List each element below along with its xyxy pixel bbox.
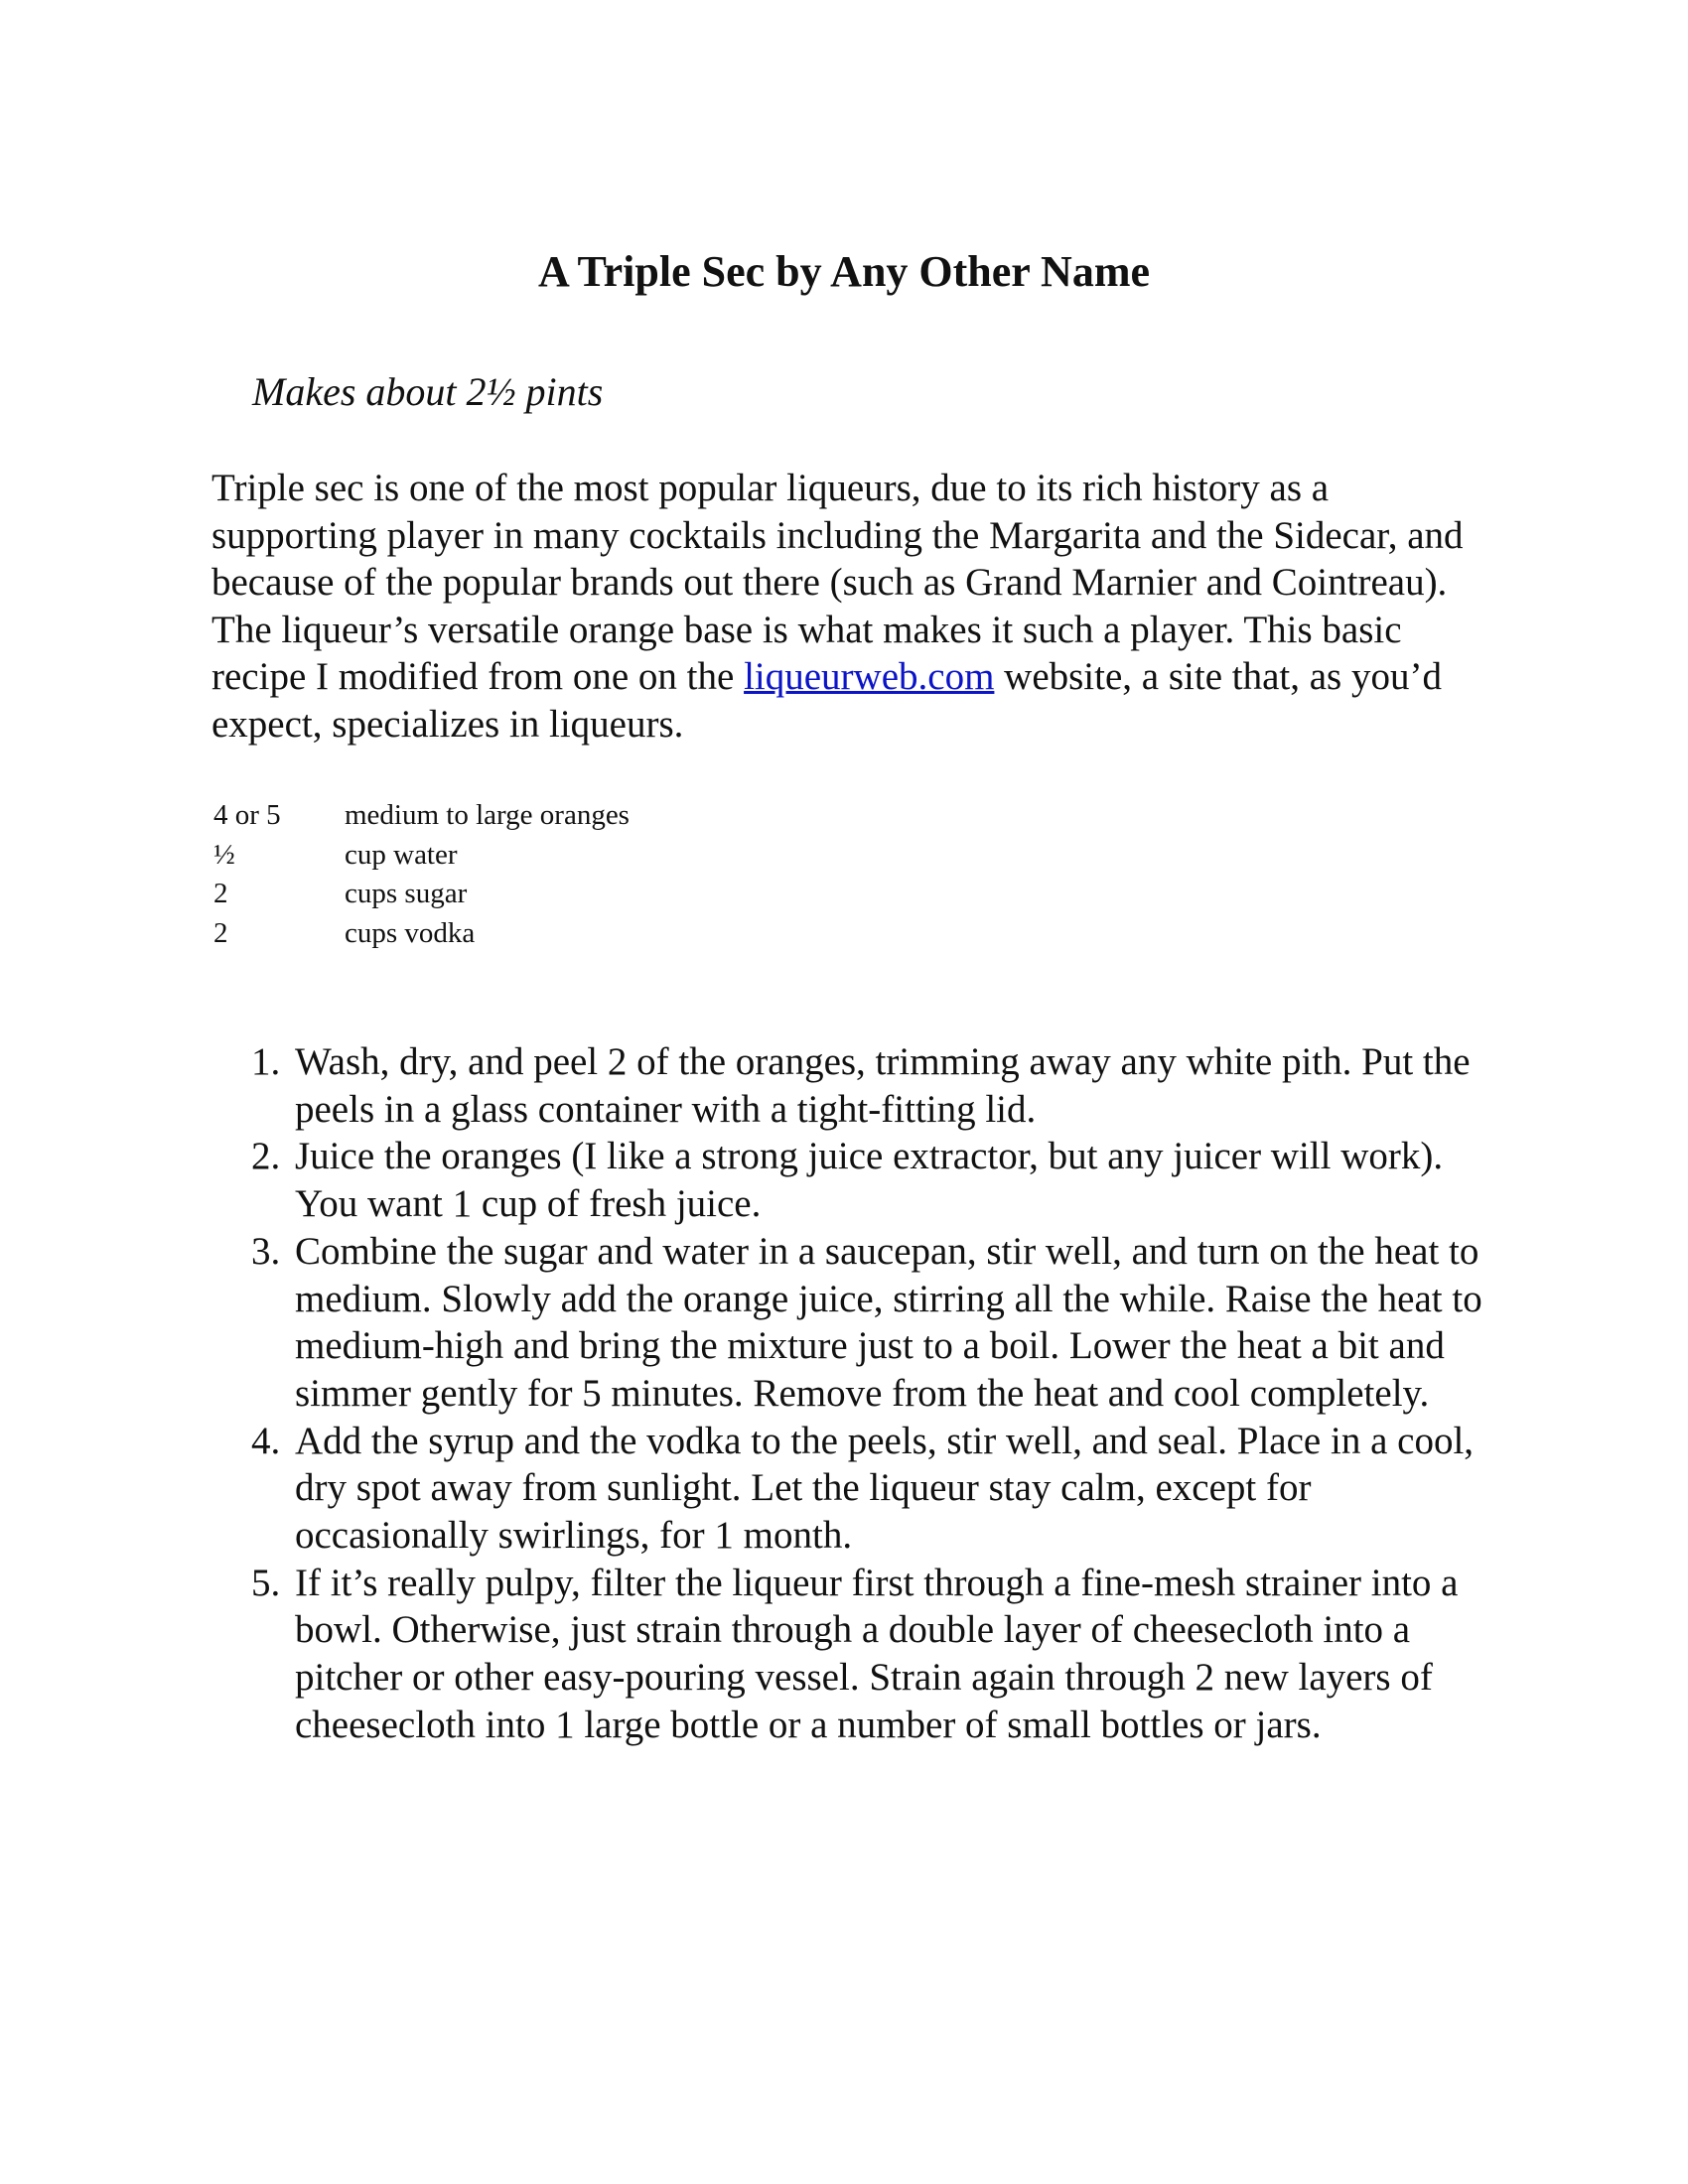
ingredient-list (213, 796, 630, 954)
recipe-title: A Triple Sec by Any Other Name (538, 247, 1150, 296)
ingredient-row (213, 875, 630, 914)
instruction-step (251, 1133, 1502, 1227)
ingredient-row (213, 836, 630, 876)
step-number: 3. (251, 1229, 281, 1273)
step-number: 4. (251, 1419, 281, 1462)
step-text: Juice the oranges (I like a strong juice extractor, but any juicer will work). You want 1 cup of fresh juice. (295, 1135, 1444, 1226)
step-number: 5. (251, 1561, 281, 1604)
ingredient-quantity: 2 (213, 878, 228, 910)
step-text: If it’s really pulpy, filter the liqueur first through a fine-mesh strainer into a bowl. Otherwise, just strain through a double layer of cheesecloth into a pitcher or other easy-pouring vessel. Strain again through 2 new layers of cheesecloth into 1 large bottle or a number of small bottles or jars. (295, 1561, 1459, 1746)
ingredient-quantity: 4 or 5 (213, 799, 281, 831)
ingredient-row (213, 914, 630, 954)
step-text: Combine the sugar and water in a saucepan, stir well, and turn on the heat to medium. Slowly add the orange juice, stirring all the while. Raise the heat to medium-high and bring the mixture just to a boil. Lower the heat a bit and simmer gently for 5 minutes. Remove from the heat and cool completely. (295, 1229, 1482, 1415)
step-number: 1. (251, 1040, 281, 1083)
instruction-step (251, 1418, 1502, 1560)
ingredient-quantity: ½ (213, 838, 235, 871)
ingredient-name: cups sugar (345, 878, 468, 910)
ingredient-name: medium to large oranges (345, 799, 630, 831)
intro-text-before-link: Triple sec is one of the most popular liqueurs, due to its rich history as a supporting player in many cocktails including the Margarita and the Sidecar, and because of the popular brands out there (such as Grand Marnier and Cointreau). The liqueur’s versatile orange base is what makes it such a player. This basic recipe I modified from one on the (211, 467, 1464, 699)
step-number: 2. (251, 1135, 281, 1178)
intro-text-after-link: website, a site that, as you’d expect, specializes in liqueurs. (211, 655, 1442, 746)
ingredient-name: cups vodka (345, 917, 476, 950)
ingredient-row (213, 796, 630, 836)
step-text: Wash, dry, and peel 2 of the oranges, trimming away any white pith. Put the peels in a glass container with a tight-fitting lid. (295, 1040, 1471, 1131)
instruction-step (251, 1038, 1502, 1133)
intro-paragraph (211, 465, 1502, 749)
step-text: Add the syrup and the vodka to the peels, stir well, and seal. Place in a cool, dry spot away from sunlight. Let the liqueur stay calm, except for occasionally swirlings, for 1 month. (295, 1419, 1475, 1558)
recipe-yield: Makes about 2½ pints (252, 369, 604, 414)
instruction-step (251, 1228, 1502, 1418)
liqueurweb-link[interactable]: liqueurweb.com (744, 655, 995, 699)
ingredient-quantity: 2 (213, 917, 228, 950)
ingredient-name: cup water (345, 838, 458, 871)
instruction-list (251, 1038, 1502, 1749)
instruction-step (251, 1560, 1502, 1749)
